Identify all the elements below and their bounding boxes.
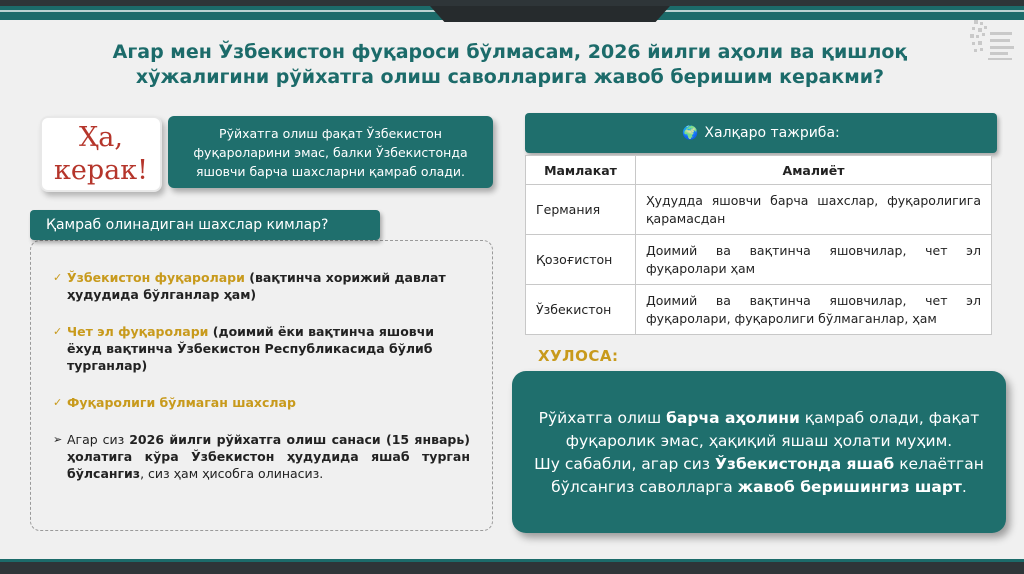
practice-cell: Ҳудудда яшовчи барча шахслар, фуқаролигига қарамасдан [636,185,992,235]
answer-line-1: Ҳа, [79,122,123,153]
table-row [526,185,992,235]
top-bar-tab [430,6,670,22]
list-item [55,394,470,411]
list-item [55,431,470,482]
conclusion-bold: Ўзбекистонда яшаб [714,455,895,473]
bottom-bar [0,562,1024,574]
practice-cell: Доимий ва вақтинча яшовчилар, чет эл фуқаролари, фуқаролиги бўлмаганлар, ҳам [636,285,992,335]
intl-header-label: Халқаро тажриба: [704,125,840,141]
table-row [526,285,992,335]
conclusion-text: келаётган бўлсангиз саволларга [551,455,984,496]
coverage-note: Рўйхатга олиш фақат Ўзбекистон фуқароларини эмас, балки Ўзбекистонда яшовчи барча шахсларни қамраб олади. [168,116,493,188]
who-covered-list [30,240,493,531]
intl-experience-header [525,113,997,153]
conclusion-text: қамраб олади, фақат фуқаролик эмас, ҳақиқий яшаш ҳолати муҳим. [565,409,980,450]
conclusion-card [512,371,1006,533]
check-icon: ✓ [53,325,63,338]
list-item [55,269,470,303]
check-icon: ✓ [53,396,63,409]
answer-line-2: керак! [54,155,148,186]
conclusion-text: Рўйхатга олиш [538,409,667,427]
item-highlight: Чет эл фуқаролари [67,324,209,339]
item-highlight: Ўзбекистон фуқаролари [67,270,245,285]
item-text: , сиз ҳам ҳисобга олинасиз. [140,466,324,481]
practice-cell: Доимий ва вақтинча яшовчилар, чет эл фуқаролари ҳам [636,235,992,285]
conclusion-text: Шу сабабли, агар сиз [534,455,715,473]
country-cell: Ўзбекистон [526,285,636,335]
item-text: (доимий ёки вақтинча яшовчи ёхуд вақтинча Ўзбекистон Республикасида бўлиб турганлар) [67,324,435,373]
conclusion-text: . [961,478,967,496]
table-row [526,235,992,285]
who-covered-header: Қамраб олинадиган шахслар кимлар? [30,210,380,240]
item-text: Агар сиз [67,432,130,447]
list-item [55,323,470,374]
conclusion-bold: жавоб беришингиз шарт [737,478,962,496]
conclusion-bold: барча аҳолини [666,409,800,427]
item-highlight: Фуқаролиги бўлмаган шахслар [67,395,296,410]
arrow-icon: ➢ [53,433,63,446]
item-text: (вақтинча хорижий давлат ҳудудида бўлганлар ҳам) [67,270,446,302]
globe-icon: 🌍 [682,126,699,141]
check-icon: ✓ [53,271,63,284]
column-header: Мамлакат [526,156,636,185]
country-cell: Германия [526,185,636,235]
item-bold: 2026 йилги рўйхатга олиш санаси (15 январь) ҳолатига кўра Ўзбекистон ҳудудида яшаб турган бўлсангиз [67,432,470,481]
column-header: Амалиёт [636,156,992,185]
conclusion-label: ХУЛОСА: [538,347,619,365]
census-logo-icon [968,18,1018,66]
page-title: Агар мен Ўзбекистон фуқароси бўлмасам, 2026 йилги аҳоли ва қишлоқ хўжалигини рўйхатга олиш саволларига жавоб беришим керакми? [112,41,908,88]
country-cell: Қозоғистон [526,235,636,285]
intl-experience-table [525,155,992,335]
table-header-row [526,156,992,185]
answer-card [40,116,162,192]
